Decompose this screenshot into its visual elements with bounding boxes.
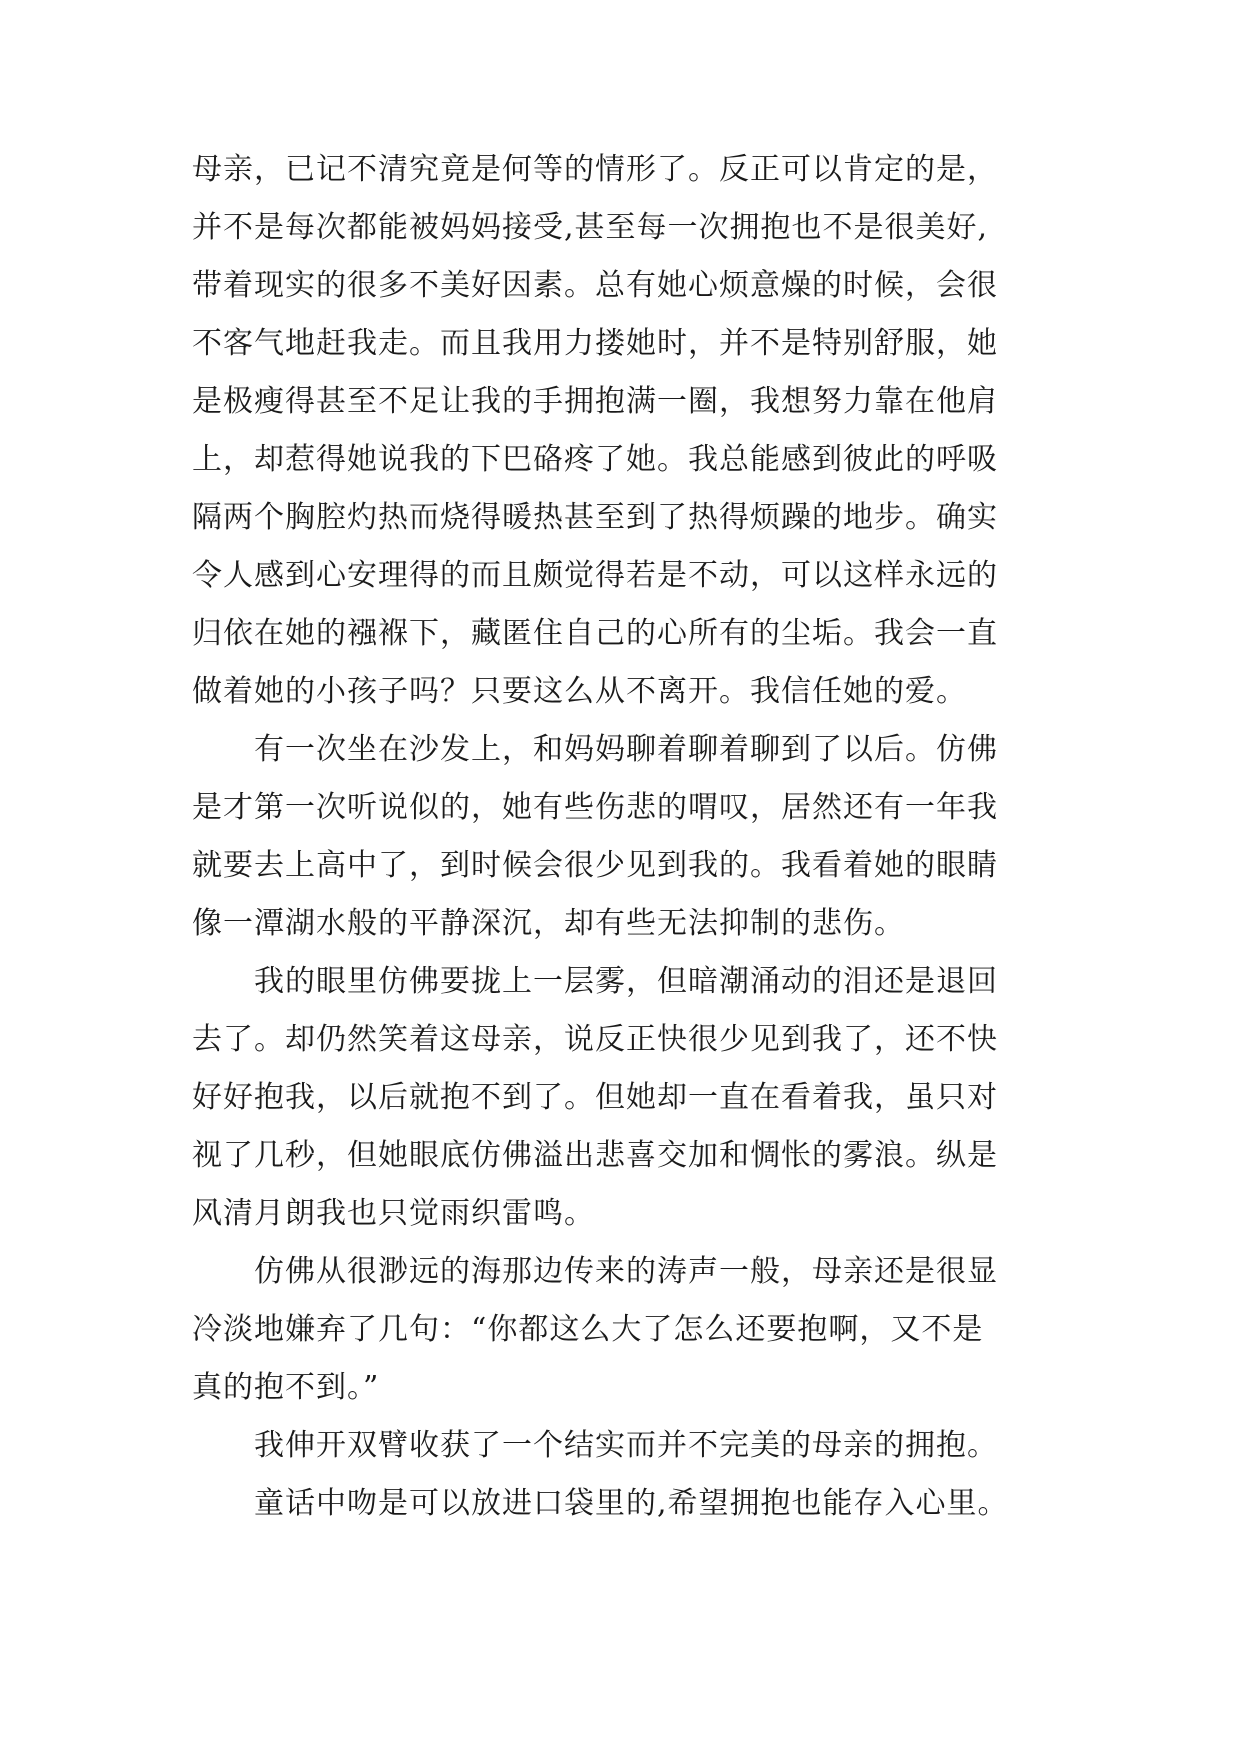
paragraph-first-line: 仿佛从很渺远的海那边传来的涛声一般，母亲还是很显 [254,1254,998,1289]
text-line: 不客气地赶我走。而且我用力搂她时，并不是特别舒服，她 [192,326,998,361]
text-line: 像一潭湖水般的平静深沉，却有些无法抑制的悲伤。 [192,906,905,941]
text-line: 归依在她的襁褓下，藏匿住自己的心所有的尘垢。我会一直 [192,616,998,651]
text-line: 就要去上高中了，到时候会很少见到我的。我看着她的眼睛 [192,848,998,883]
text-line: 上，却惹得她说我的下巴硌疼了她。我总能感到彼此的呼吸 [192,442,998,477]
text-line: 风清月朗我也只觉雨织雷鸣。 [192,1196,595,1231]
text-line: 是极瘦得甚至不足让我的手拥抱满一圈，我想努力靠在他肩 [192,384,998,419]
paragraph-first-line: 我伸开双臂收获了一个结实而并不完美的母亲的拥抱。 [254,1428,998,1463]
text-line: 真的抱不到。” [192,1370,380,1405]
text-line: 冷淡地嫌弃了几句：“你都这么大了怎么还要抱啊，又不是 [192,1312,984,1347]
text-line: 去了。却仍然笑着这母亲，说反正快很少见到我了，还不快 [192,1022,998,1057]
text-line: 是才第一次听说似的，她有些伤悲的喟叹，居然还有一年我 [192,790,998,825]
text-line: 好好抱我，以后就抱不到了。但她却一直在看着我，虽只对 [192,1080,998,1115]
text-line: 隔两个胸腔灼热而烧得暖热甚至到了热得烦躁的地步。确实 [192,500,998,535]
paragraph-first-line: 有一次坐在沙发上，和妈妈聊着聊着聊到了以后。仿佛 [254,732,998,767]
text-line: 做着她的小孩子吗？只要这么从不离开。我信任她的爱。 [192,674,967,709]
text-line: 带着现实的很多不美好因素。总有她心烦意燥的时候，会很 [192,268,998,303]
text-line: 并不是每次都能被妈妈接受,甚至每一次拥抱也不是很美好, [192,210,989,245]
text-line: 令人感到心安理得的而且颇觉得若是不动，可以这样永远的 [192,558,998,593]
text-line: 视了几秒，但她眼底仿佛溢出悲喜交加和惆怅的雾浪。纵是 [192,1138,998,1173]
paragraph-first-line: 我的眼里仿佛要拢上一层雾，但暗潮涌动的泪还是退回 [254,964,998,999]
text-line: 母亲，已记不清究竟是何等的情形了。反正可以肯定的是， [192,152,998,187]
paragraph-first-line: 童话中吻是可以放进口袋里的,希望拥抱也能存入心里。 [254,1486,1009,1521]
